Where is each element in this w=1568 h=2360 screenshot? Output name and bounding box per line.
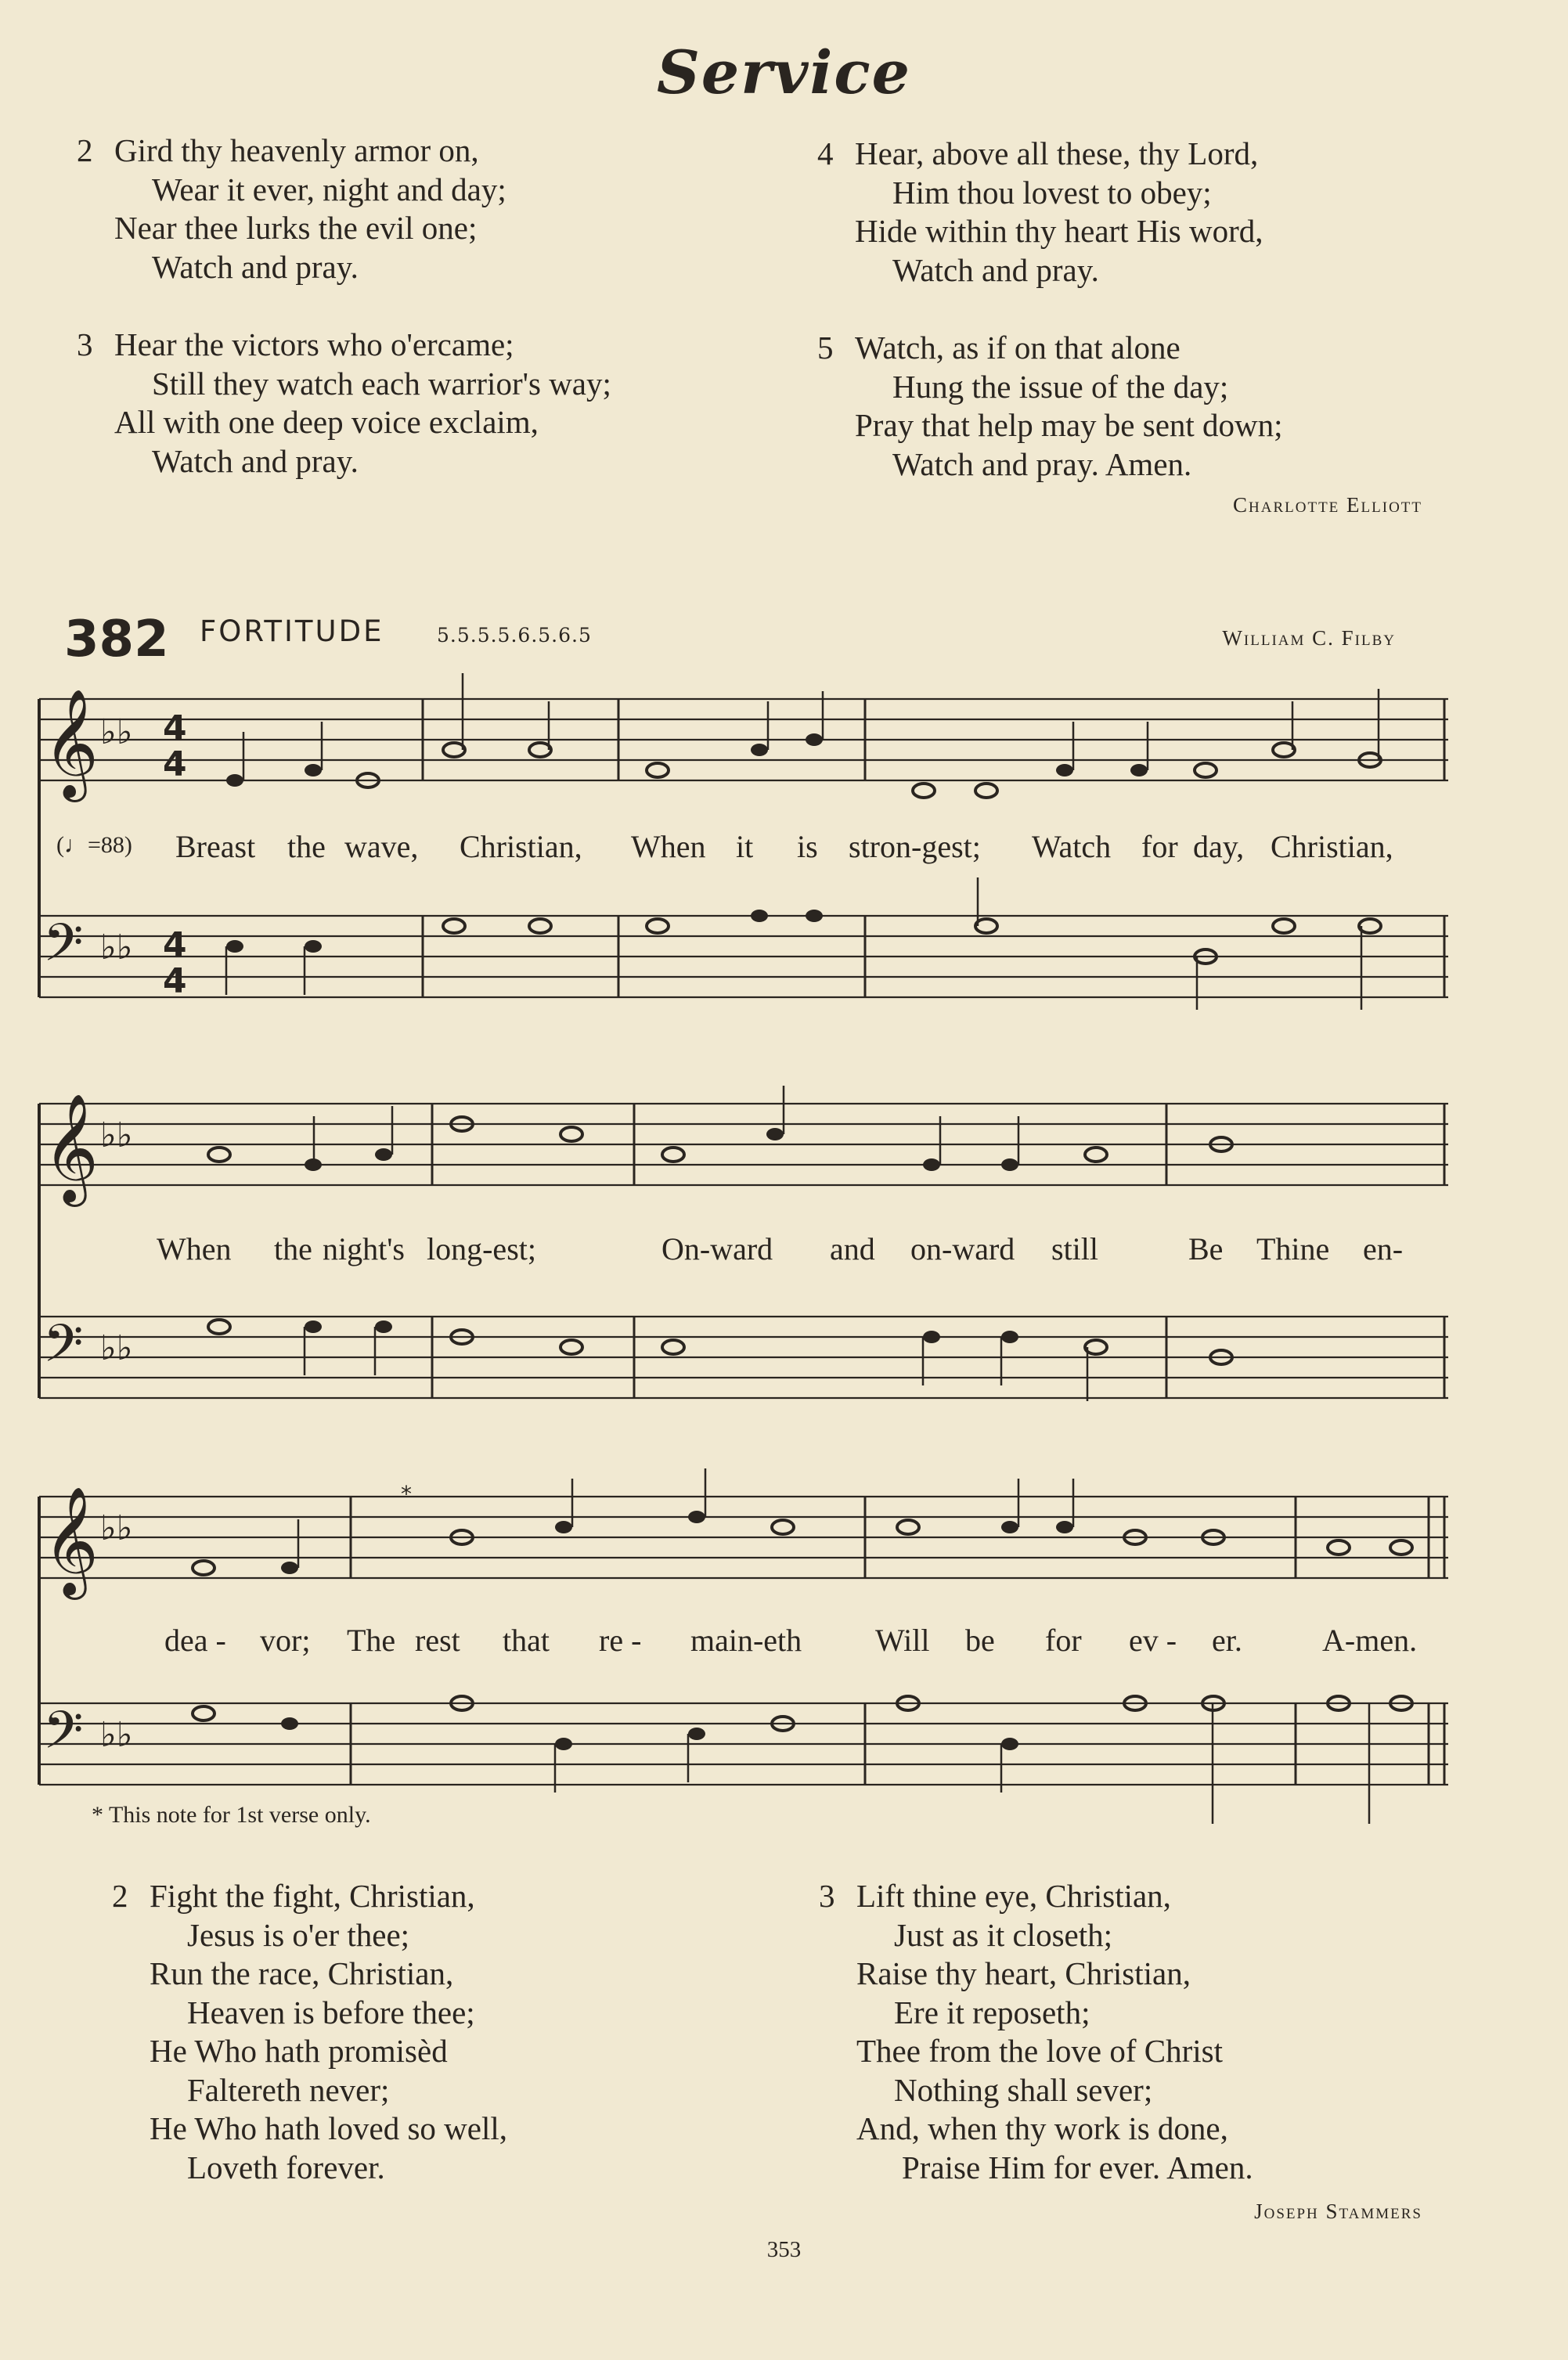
svg-text:4: 4: [163, 708, 187, 748]
stanza-line: Watch, as if on that alone: [855, 330, 1181, 366]
svg-text:♭♭: ♭♭: [100, 1508, 133, 1548]
stanza-line: Pray that help may be sent down;: [855, 407, 1283, 443]
lyric-syllable: When: [157, 1231, 232, 1266]
stanza-line: Hide within thy heart His word,: [855, 213, 1263, 249]
lyric-syllable: still: [1051, 1231, 1099, 1266]
stanza-number: 5: [817, 330, 834, 366]
lyric-syllable: stron-gest;: [849, 829, 981, 864]
svg-text:♭♭: ♭♭: [100, 712, 133, 752]
stanza-line: Run the race, Christian,: [150, 1955, 454, 1991]
stanza-line: And, when thy work is done,: [856, 2110, 1228, 2146]
lyric-syllable: on-ward: [910, 1231, 1015, 1266]
hymn-number: 382: [64, 611, 169, 668]
lyric-syllable: When: [631, 829, 706, 864]
lyric-syllable: On-ward: [661, 1231, 773, 1266]
stanza-line: Wear it ever, night and day;: [152, 171, 506, 207]
lyric-syllable: long-est;: [427, 1231, 536, 1266]
lyric-syllable: for: [1141, 829, 1178, 864]
stanza-line: Hear the victors who o'ercame;: [114, 326, 514, 362]
stanza-line: Still they watch each warrior's way;: [152, 365, 611, 402]
svg-text:𝄢: 𝄢: [43, 1700, 84, 1773]
meter: 5.5.5.5.6.5.6.5: [437, 624, 592, 647]
stanza-line: Near thee lurks the evil one;: [114, 210, 478, 246]
lyric-syllable: A-men.: [1322, 1623, 1418, 1658]
lyric-syllable: Christian,: [1271, 829, 1393, 864]
stanza-number: 4: [817, 135, 834, 171]
stanza-line: Nothing shall sever;: [894, 2071, 1153, 2108]
footnote: * This note for 1st verse only.: [92, 1802, 371, 1828]
lyric-syllable: Thine: [1256, 1231, 1330, 1266]
stanza-line: He Who hath loved so well,: [150, 2110, 507, 2146]
svg-text:𝄞: 𝄞: [43, 689, 99, 798]
lyric-syllable: for: [1045, 1623, 1082, 1658]
lyric-syllable: en-: [1363, 1231, 1404, 1266]
svg-text:♭♭: ♭♭: [100, 1328, 133, 1368]
stanza-line: Ere it reposeth;: [894, 1994, 1090, 2030]
lyric-syllable: Be: [1188, 1231, 1224, 1266]
stanza-line: Just as it closeth;: [894, 1916, 1113, 1953]
svg-text:𝄢: 𝄢: [43, 913, 84, 985]
lyric-syllable: be: [965, 1623, 995, 1658]
stanza-line: He Who hath promisèd: [150, 2033, 448, 2069]
lyric-syllable: vor;: [260, 1623, 311, 1658]
stanza-line: All with one deep voice exclaim,: [114, 404, 539, 440]
stanza-number: 3: [77, 326, 93, 362]
prev-hymn-author: Charlotte Elliott: [1233, 493, 1422, 517]
svg-text:4: 4: [163, 744, 187, 784]
stanza-line: Fight the fight, Christian,: [150, 1878, 475, 1914]
lyric-syllable: Watch: [1032, 829, 1112, 864]
lyric-syllable: rest: [415, 1623, 460, 1658]
lyric-syllable: er.: [1212, 1623, 1242, 1658]
hymn-stanza-2: [112, 1877, 507, 2187]
stanza-line: Hear, above all these, thy Lord,: [855, 135, 1259, 171]
svg-text:4: 4: [163, 961, 187, 1001]
tempo-marking: (♩=88): [56, 832, 132, 858]
lyric-syllable: Will: [875, 1623, 930, 1658]
composer: William C. Filby: [1222, 626, 1396, 650]
lyric-syllable: The: [347, 1623, 396, 1658]
stanza-number: 2: [112, 1878, 128, 1914]
stanza-line: Raise thy heart, Christian,: [856, 1955, 1191, 1991]
stanza-line: Heaven is before thee;: [187, 1994, 475, 2030]
lyric-syllable: the: [274, 1231, 312, 1266]
svg-text:𝄢: 𝄢: [43, 1313, 84, 1386]
stanza-line: Loveth forever.: [187, 2149, 385, 2185]
stanza-line: Praise Him for ever. Amen.: [902, 2149, 1253, 2185]
page-number: 353: [766, 2237, 802, 2262]
lyric-syllable: re -: [599, 1623, 642, 1658]
stanza-line: Watch and pray.: [892, 251, 1099, 288]
svg-text:4: 4: [163, 925, 187, 965]
stanza-line: Hung the issue of the day;: [892, 368, 1229, 405]
stanza-number: 3: [819, 1878, 835, 1914]
stanza-line: Him thou lovest to obey;: [892, 174, 1212, 211]
lyric-syllable: wave,: [344, 829, 419, 864]
stanza-line: Jesus is o'er thee;: [187, 1916, 410, 1953]
lyric-syllable: Breast: [175, 829, 256, 864]
svg-text:𝄞: 𝄞: [43, 1486, 99, 1595]
stanza-line: Gird thy heavenly armor on,: [114, 132, 479, 168]
footnote-marker: *: [401, 1481, 412, 1507]
stanza-line: Watch and pray.: [152, 442, 359, 479]
stanza-line: Lift thine eye, Christian,: [856, 1878, 1171, 1914]
lyric-syllable: that: [503, 1623, 550, 1658]
lyric-syllable: it: [736, 829, 754, 864]
lyric-syllable: ev -: [1129, 1623, 1177, 1658]
lyric-syllable: the: [287, 829, 326, 864]
lyric-syllable: dea -: [164, 1623, 226, 1658]
stanza-line: Thee from the love of Christ: [856, 2033, 1223, 2069]
hymn-stanza-3: [819, 1877, 1253, 2187]
stanza-line: Watch and pray. Amen.: [892, 445, 1192, 482]
svg-text:♭♭: ♭♭: [100, 1115, 133, 1155]
page-title: Service: [657, 38, 911, 107]
stanza-number: 2: [77, 132, 93, 168]
svg-text:♭♭: ♭♭: [100, 1715, 133, 1755]
lyric-syllable: and: [830, 1231, 875, 1266]
svg-text:𝄞: 𝄞: [43, 1094, 99, 1202]
tune-name: FORTITUDE: [200, 614, 384, 648]
lyric-syllable: Christian,: [460, 829, 582, 864]
lyric-syllable: day,: [1193, 829, 1245, 864]
stanza-line: Watch and pray.: [152, 248, 359, 285]
stanza-line: Faltereth never;: [187, 2071, 390, 2108]
lyric-syllable: main-eth: [690, 1623, 802, 1658]
hymn-author: Joseph Stammers: [1254, 2200, 1422, 2223]
svg-text:♭♭: ♭♭: [100, 928, 133, 967]
lyric-syllable: night's: [323, 1231, 405, 1266]
lyric-syllable: is: [797, 829, 818, 864]
